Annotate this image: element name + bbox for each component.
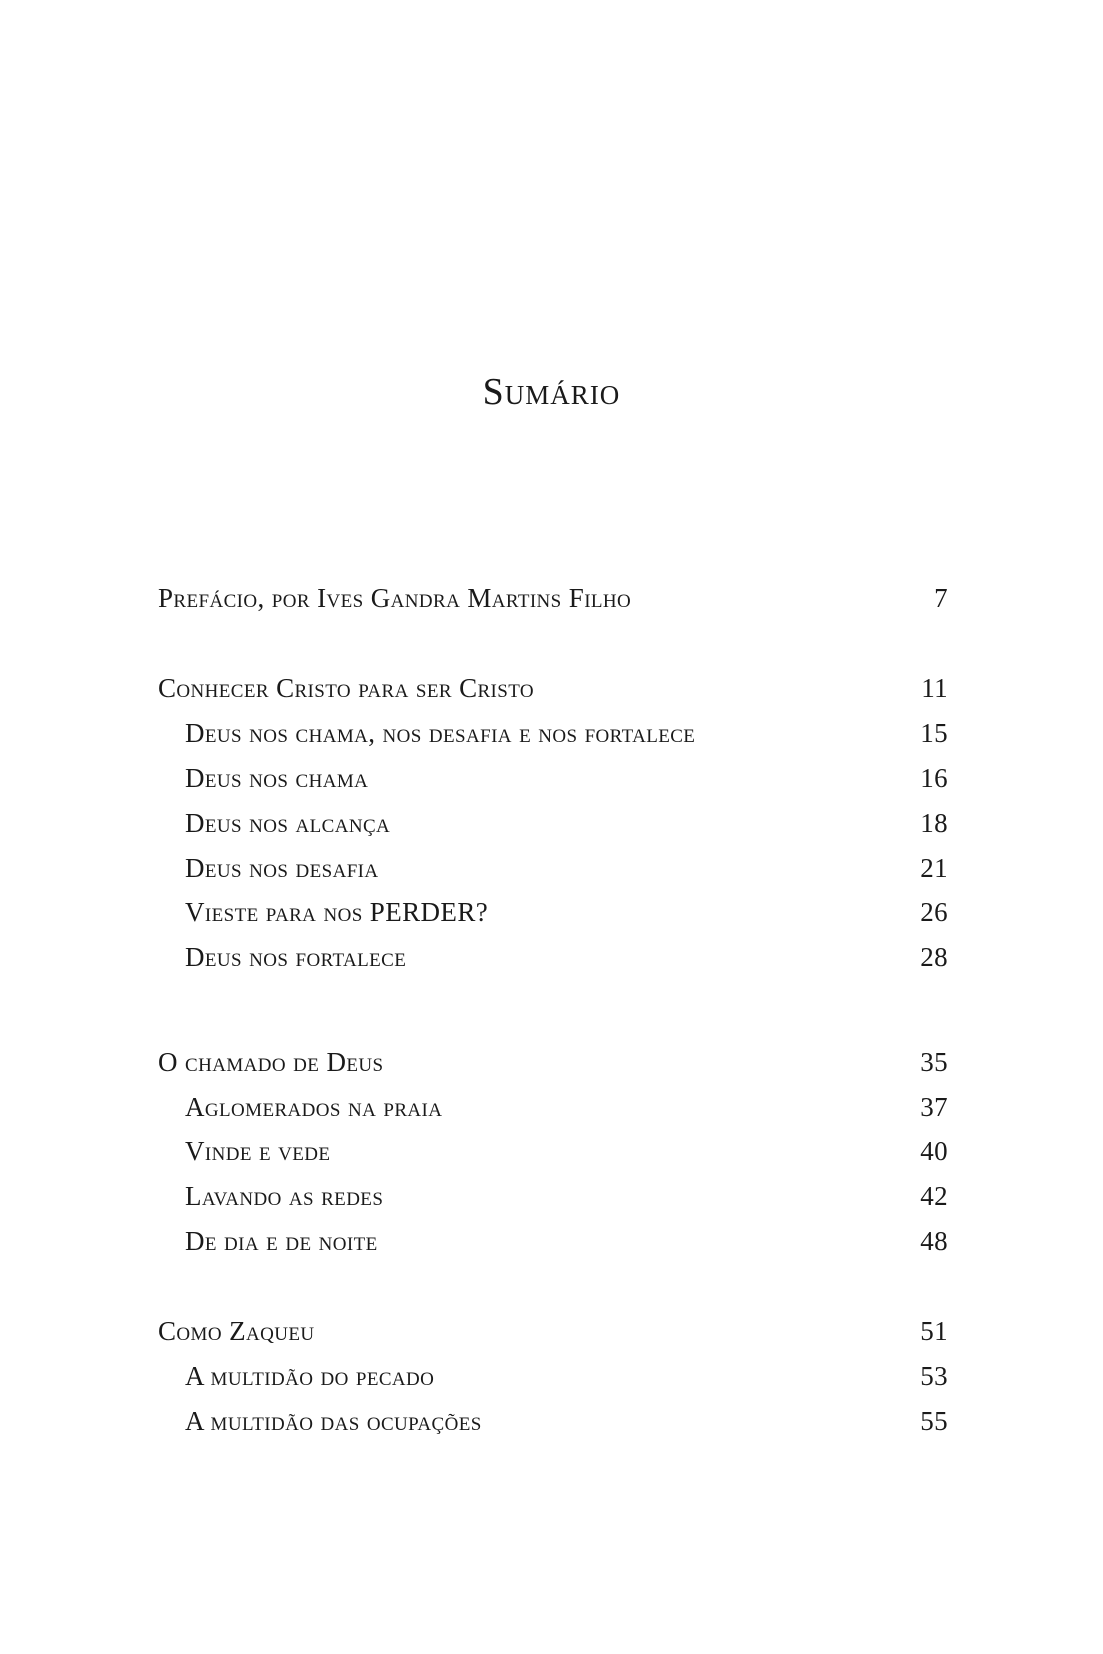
toc-entry-page: 26 xyxy=(920,897,948,927)
toc-entry-page: 51 xyxy=(920,1316,948,1346)
toc-entry-label: Vinde e vede xyxy=(185,1136,331,1166)
toc-entry-page: 15 xyxy=(920,718,948,748)
toc-entry-label: A multidão das ocupações xyxy=(185,1406,482,1436)
toc-subentry xyxy=(158,1226,948,1266)
toc-subentry xyxy=(158,1092,948,1132)
toc-entry-page: 7 xyxy=(934,583,948,613)
toc-entry xyxy=(158,1047,948,1087)
toc-subentry xyxy=(158,853,948,893)
toc-subentry xyxy=(158,942,948,982)
toc-entry-label: Vieste para nos PERDER? xyxy=(185,897,489,927)
toc-entry xyxy=(158,673,948,713)
toc-entry-page: 11 xyxy=(921,673,948,703)
toc-entry-label: Deus nos desafia xyxy=(185,853,379,883)
toc-entry-page: 37 xyxy=(920,1092,948,1122)
toc-entry-page: 28 xyxy=(920,942,948,972)
toc-entry-page: 21 xyxy=(920,853,948,883)
toc-entry-label: Deus nos fortalece xyxy=(185,942,407,972)
toc-entry-label: Prefácio, por Ives Gandra Martins Filho xyxy=(158,583,632,613)
toc-subentry xyxy=(158,1181,948,1221)
toc-subentry xyxy=(158,1136,948,1176)
page-title: Sumário xyxy=(482,371,621,413)
toc-entry-label: Deus nos chama, nos desafia e nos fortalece xyxy=(185,718,696,748)
toc-entry-page: 16 xyxy=(920,763,948,793)
toc-entry xyxy=(158,583,948,623)
toc-entry-label: Conhecer Cristo para ser Cristo xyxy=(158,673,535,703)
toc-entry-label: O chamado de Deus xyxy=(158,1047,384,1077)
toc-entry-label: De dia e de noite xyxy=(185,1226,378,1256)
toc-entry-label: A multidão do pecado xyxy=(185,1361,435,1391)
toc-entry-page: 55 xyxy=(920,1406,948,1436)
toc-subentry xyxy=(158,763,948,803)
toc-subentry xyxy=(158,1361,948,1401)
toc-entry-label: Como Zaqueu xyxy=(158,1316,315,1346)
toc-entry-label: Lavando as redes xyxy=(185,1181,384,1211)
toc-entry-page: 18 xyxy=(920,808,948,838)
toc-subentry xyxy=(158,1406,948,1446)
toc-entry-page: 48 xyxy=(920,1226,948,1256)
toc-entry-page: 42 xyxy=(920,1181,948,1211)
toc-entry-page: 53 xyxy=(920,1361,948,1391)
toc-entry-page: 35 xyxy=(920,1047,948,1077)
toc-entry-page: 40 xyxy=(920,1136,948,1166)
toc-entry xyxy=(158,1316,948,1356)
toc-subentry xyxy=(158,718,948,758)
toc-entry-label: Deus nos chama xyxy=(185,763,369,793)
toc-subentry xyxy=(158,808,948,848)
toc-entry-label: Aglomerados na praia xyxy=(185,1092,443,1122)
toc-subentry xyxy=(158,897,948,937)
toc-entry-label: Deus nos alcança xyxy=(185,808,391,838)
